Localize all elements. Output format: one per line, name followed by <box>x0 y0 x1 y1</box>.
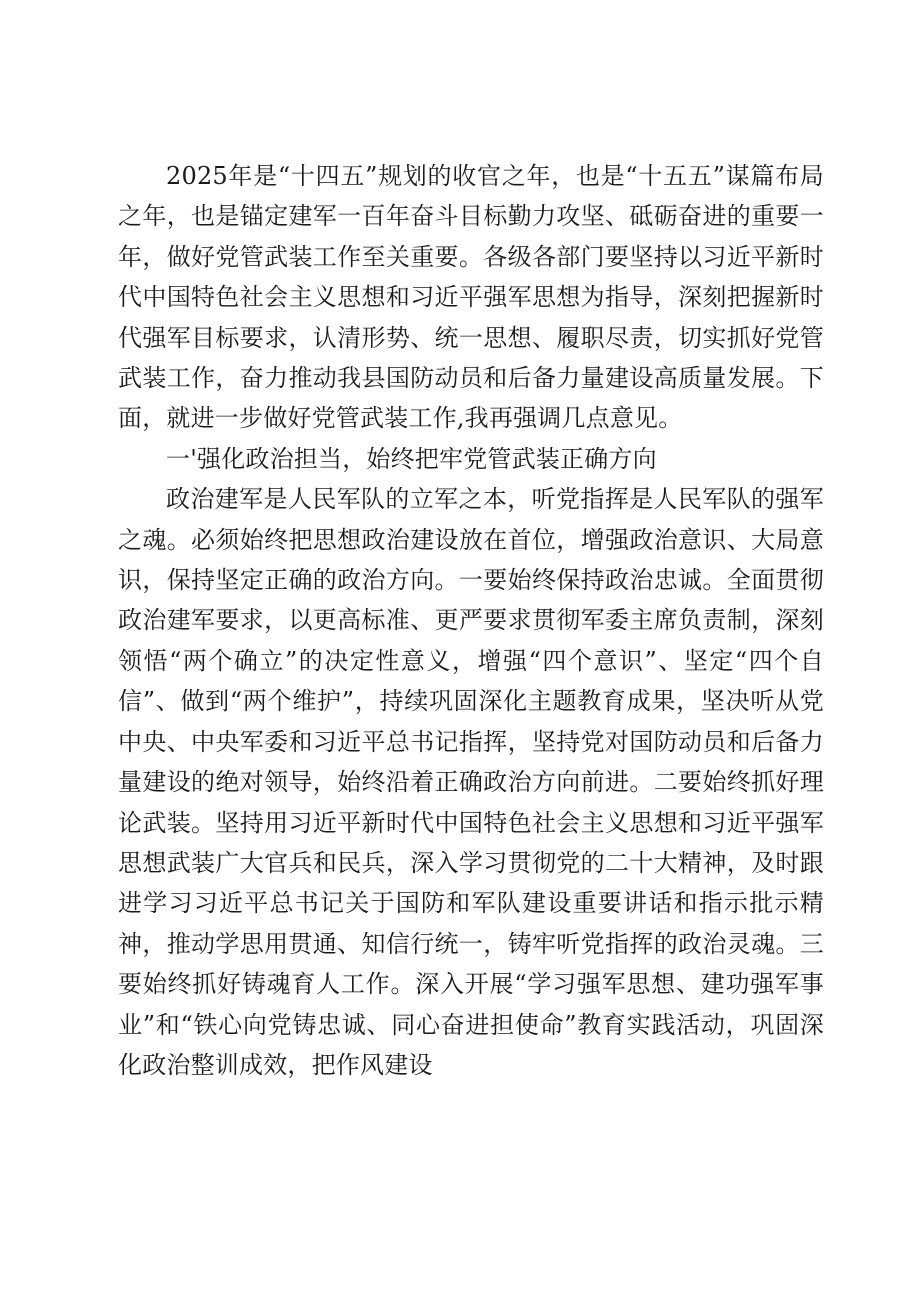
intro-paragraph: 2025年是“十四五”规划的收官之年，也是“十五五”谋篇布局之年，也是锚定建军一百年奋斗目标勤力攻坚、砥砺奋进的重要一年，做好党管武装工作至关重要。各级各部门要坚持以习近平新时代中国特色社会主义思想和习近平强军思想为指导，深刻把握新时代强军目标要求，认清形势、统一思想、履职尽责，切实抓好党管武装工作，奋力推动我县国防动员和后备力量建设高质量发展。下面，就进一步做好党管武装工作,我再强调几点意见。 <box>118 162 824 433</box>
section-heading: 一'强化政治担当，始终把牢党管武装正确方向 <box>166 444 657 473</box>
document-body <box>118 156 824 1085</box>
section-paragraph: 政治建军是人民军队的立军之本，听党指挥是人民军队的强军之魂。必须始终把思想政治建设放在首位，增强政治意识、大局意识，保持坚定正确的政治方向。一要始终保持政治忠诚。全面贯彻政治建军要求，以更高标准、更严要求贯彻军委主席负责制，深刻领悟“两个确立”的决定性意义，增强“四个意识”、坚定“四个自信”、做到“两个维护”，持续巩固深化主题教育成果，坚决听从党中央、中央军委和习近平总书记指挥，坚持党对国防动员和后备力量建设的绝对领导，始终沿着正确政治方向前进。二要始终抓好理论武装。坚持用习近平新时代中国特色社会主义思想和习近平强军思想武装广大官兵和民兵，深入学习贯彻党的二十大精神，及时跟进学习习近平总书记关于国防和军队建设重要讲话和指示批示精神，推动学思用贯通、知信行统一，铸牢听党指挥的政治灵魂。三要始终抓好铸魂育人工作。深入开展“学习强军思想、建功强军事业”和“铁心向党铸忠诚、同心奋进担使命”教育实践活动，巩固深化政治整训成效，把作风建设 <box>118 485 824 1079</box>
